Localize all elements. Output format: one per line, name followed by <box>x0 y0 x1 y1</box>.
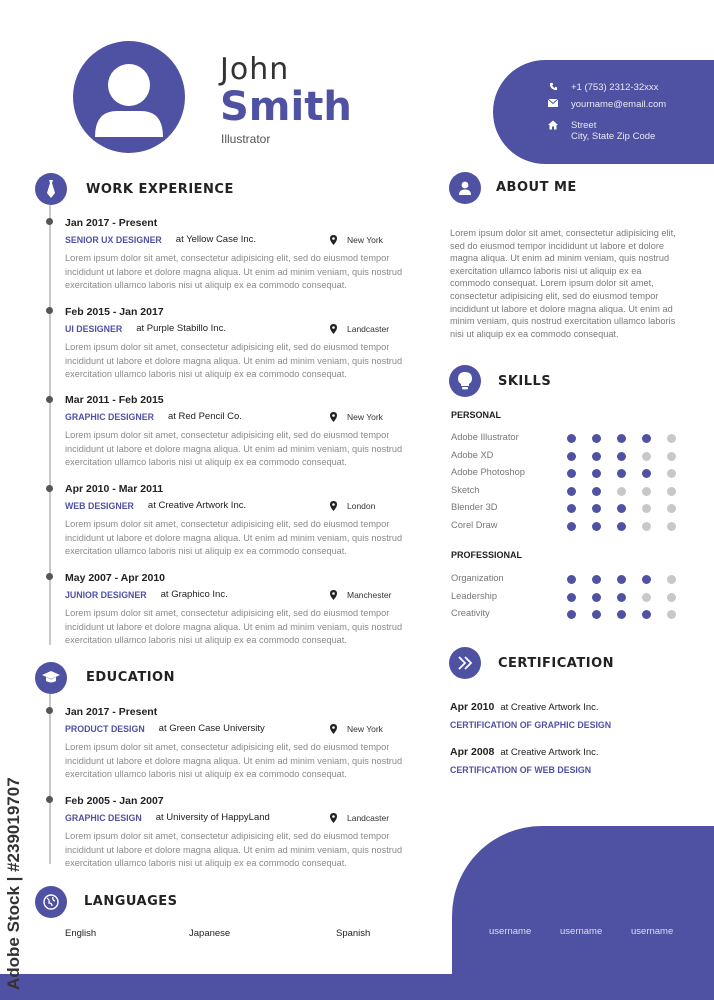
skill-level-dot <box>567 593 576 602</box>
skills-section-icon <box>449 365 481 397</box>
education-entry <box>65 795 410 871</box>
skill-level-dot <box>642 487 651 496</box>
timeline-dot <box>46 396 53 403</box>
education-field: GRAPHIC DESIGN <box>65 812 142 823</box>
work-company: at Purple Stabillo Inc. <box>136 323 226 334</box>
skill-level-dots <box>567 610 676 619</box>
contact-phone[interactable] <box>547 82 658 93</box>
work-description: Lorem ipsum dolor sit amet, consectetur adipisicing elit, sed do eiusmod tempor incididunt ut labore et dolore magna aliqua. Ut enim ad minim veniam, quis nostrud exercitation ullamco laboris nisi ut aliquip ex ea commodo consequat. <box>65 342 403 380</box>
skill-level-dot <box>617 593 626 602</box>
skill-level-dot <box>592 452 601 461</box>
contact-address <box>547 120 655 142</box>
skill-level-dot <box>617 452 626 461</box>
skill-level-dot <box>667 522 676 531</box>
skill-name: Leadership <box>451 590 498 601</box>
education-section-icon <box>35 662 67 694</box>
skill-level-dots <box>567 575 676 584</box>
education-school: at Green Case University <box>158 723 265 734</box>
skill-level-dot <box>617 504 626 513</box>
education-section-title: EDUCATION <box>86 670 175 685</box>
skill-row <box>451 520 681 534</box>
education-description: Lorem ipsum dolor sit amet, consectetur adipisicing elit, sed do eiusmod tempor incididunt ut labore et dolore magna aliqua. Ut enim ad minim veniam, quis nostrud exercitation ullamco laboris nisi ut aliquip ex ea commodo consequat. <box>65 742 403 780</box>
about-section-icon <box>449 172 481 204</box>
work-section-icon <box>35 173 67 205</box>
avatar <box>73 41 185 153</box>
work-company: at Graphico Inc. <box>160 589 228 600</box>
skill-row <box>451 573 681 587</box>
certification-issuer: at Creative Artwork Inc. <box>500 747 599 758</box>
skill-level-dot <box>592 522 601 531</box>
work-description: Lorem ipsum dolor sit amet, consectetur adipisicing elit, sed do eiusmod tempor incididunt ut labore et dolore magna aliqua. Ut enim ad minim veniam, quis nostrud exercitation ullamco laboris nisi ut aliquip ex ea commodo consequat. <box>65 253 403 291</box>
skill-level-dot <box>592 469 601 478</box>
user-icon <box>457 180 473 196</box>
work-company: at Red Pencil Co. <box>167 411 242 422</box>
skill-level-dot <box>567 610 576 619</box>
home-icon <box>547 120 559 130</box>
skill-name: Organization <box>451 573 504 583</box>
last-name: Smith <box>220 84 352 130</box>
double-chevron-icon <box>457 655 473 671</box>
location-pin-icon <box>330 324 337 334</box>
skill-level-dot <box>617 434 626 443</box>
skill-level-dot <box>592 504 601 513</box>
skill-level-dots <box>567 504 676 513</box>
skill-level-dot <box>567 487 576 496</box>
skill-name: Adobe XD <box>451 449 494 460</box>
skill-level-dot <box>642 434 651 443</box>
work-location: Manchester <box>347 589 392 600</box>
skill-level-dot <box>567 452 576 461</box>
work-role: JUNIOR DESIGNER <box>65 589 147 600</box>
skill-name: Corel Draw <box>451 520 498 530</box>
timeline-dot <box>46 218 53 225</box>
social-username[interactable]: username <box>489 926 532 937</box>
skill-level-dots <box>567 469 676 478</box>
skill-row <box>451 432 681 446</box>
timeline-dot <box>46 707 53 714</box>
skills-section-title: SKILLS <box>498 374 552 389</box>
education-field: PRODUCT DESIGN <box>65 723 145 734</box>
globe-icon <box>43 894 59 910</box>
skill-level-dot <box>617 522 626 531</box>
work-role: UI DESIGNER <box>65 323 123 334</box>
work-date: Feb 2015 - Jan 2017 <box>65 306 164 318</box>
skill-row <box>451 450 681 464</box>
timeline-dot <box>46 796 53 803</box>
about-text: Lorem ipsum dolor sit amet, consectetur adipisicing elit, sed do eiusmod tempor incididunt ut labore et dolore magna aliqua. Ut enim ad minim veniam, quis nostrud exercitation ullamco laboris nisi ut aliquip ex ea commodo consequat. Lorem ipsum dolor sit amet, consectetur adipisicing elit, sed do eiusmod tempor incididunt ut labore et dolore magna aliqua. Ut enim ad minim veniam, quis nostrud exercitation ullamco laboris nisi ut aliquip ex ea commodo consequat. <box>450 228 676 339</box>
certification-section-icon <box>449 647 481 679</box>
skill-name: Adobe Photoshop <box>451 467 525 478</box>
location-pin-icon <box>330 412 337 422</box>
skills-personal-title: PERSONAL <box>451 410 502 420</box>
about-section-title: ABOUT ME <box>496 180 577 195</box>
skill-level-dot <box>667 487 676 496</box>
certification-name: CERTIFICATION OF GRAPHIC DESIGN <box>450 720 612 730</box>
education-entry <box>65 706 410 782</box>
skill-level-dots <box>567 434 676 443</box>
languages-section-title: LANGUAGES <box>84 894 178 909</box>
education-location: Landcaster <box>347 812 390 823</box>
education-timeline <box>49 694 51 864</box>
skill-row <box>451 502 681 516</box>
work-description: Lorem ipsum dolor sit amet, consectetur adipisicing elit, sed do eiusmod tempor incididunt ut labore et dolore magna aliqua. Ut enim ad minim veniam, quis nostrud exercitation ullamco laboris nisi ut aliquip ex ea commodo consequat. <box>65 519 403 557</box>
skill-level-dot <box>642 522 651 531</box>
work-date: May 2007 - Apr 2010 <box>65 572 166 584</box>
skill-level-dot <box>642 452 651 461</box>
skill-level-dot <box>667 434 676 443</box>
skill-level-dot <box>642 469 651 478</box>
location-pin-icon <box>330 501 337 511</box>
user-avatar-icon <box>73 41 185 153</box>
work-location: New York <box>347 234 383 245</box>
certification-year: Apr 2008 <box>450 746 495 758</box>
skill-level-dot <box>667 469 676 478</box>
work-entry <box>65 483 410 559</box>
skill-level-dot <box>617 469 626 478</box>
skill-level-dot <box>642 610 651 619</box>
skill-level-dot <box>667 593 676 602</box>
skill-level-dot <box>642 593 651 602</box>
skill-row <box>451 485 681 499</box>
skill-name: Sketch <box>451 484 480 495</box>
graduation-cap-icon <box>42 671 60 685</box>
phone-icon <box>547 82 559 91</box>
skill-name: Creativity <box>451 608 490 619</box>
stock-id-watermark: Adobe Stock | #239019707 <box>4 777 23 990</box>
skill-level-dot <box>617 575 626 584</box>
skill-level-dot <box>667 575 676 584</box>
contact-panel <box>493 60 714 164</box>
skill-level-dot <box>592 434 601 443</box>
skill-level-dot <box>567 469 576 478</box>
work-date: Mar 2011 - Feb 2015 <box>65 394 164 406</box>
certification-issuer: at Creative Artwork Inc. <box>500 702 599 713</box>
certification-entry <box>450 697 611 730</box>
skill-level-dot <box>667 452 676 461</box>
work-entry <box>65 306 410 382</box>
tie-icon <box>45 180 57 198</box>
phone-text: +1 (753) 2312-32xxx <box>571 82 659 93</box>
skills-professional-title: PROFESSIONAL <box>451 550 523 560</box>
location-pin-icon <box>330 235 337 245</box>
timeline-dot <box>46 573 53 580</box>
skill-name: Adobe Illustrator <box>451 432 519 442</box>
education-date: Jan 2017 - Present <box>65 706 158 718</box>
email-icon <box>547 99 559 107</box>
skill-level-dots <box>567 487 676 496</box>
skill-level-dot <box>642 575 651 584</box>
skill-level-dot <box>592 575 601 584</box>
work-entry <box>65 394 410 470</box>
work-location: London <box>347 500 376 511</box>
work-description: Lorem ipsum dolor sit amet, consectetur adipisicing elit, sed do eiusmod tempor incididunt ut labore et dolore magna aliqua. Ut enim ad minim veniam, quis nostrud exercitation ullamco laboris nisi ut aliquip ex ea commodo consequat. <box>65 608 403 646</box>
language-item: Spanish <box>336 928 371 939</box>
skill-row <box>451 591 681 605</box>
education-location: New York <box>347 723 383 734</box>
certification-section-title: CERTIFICATION <box>498 656 614 671</box>
skill-level-dot <box>592 610 601 619</box>
work-location: New York <box>347 411 383 422</box>
social-username[interactable]: username <box>631 926 674 937</box>
work-date: Jan 2017 - Present <box>65 217 158 229</box>
work-location: Landcaster <box>347 323 390 334</box>
location-pin-icon <box>330 724 337 734</box>
work-section-title: WORK EXPERIENCE <box>86 182 234 197</box>
skill-level-dots <box>567 452 676 461</box>
education-description: Lorem ipsum dolor sit amet, consectetur adipisicing elit, sed do eiusmod tempor incididunt ut labore et dolore magna aliqua. Ut enim ad minim veniam, quis nostrud exercitation ullamco laboris nisi ut aliquip ex ea commodo consequat. <box>65 831 403 869</box>
work-entry <box>65 217 410 293</box>
education-school: at University of HappyLand <box>155 812 270 823</box>
email-text: yourname@email.com <box>571 99 667 110</box>
certification-entry <box>450 742 599 775</box>
language-item: Japanese <box>189 928 231 939</box>
skill-level-dot <box>567 522 576 531</box>
skill-level-dot <box>567 504 576 513</box>
job-title: Illustrator <box>221 132 271 146</box>
timeline-dot <box>46 485 53 492</box>
education-date: Feb 2005 - Jan 2007 <box>65 795 164 807</box>
skill-level-dot <box>617 610 626 619</box>
bottom-bar <box>0 974 714 1000</box>
street-text: Street <box>571 120 597 131</box>
lightbulb-icon <box>458 372 472 390</box>
skill-level-dot <box>667 504 676 513</box>
work-date: Apr 2010 - Mar 2011 <box>65 483 164 495</box>
city-text: City, State Zip Code <box>571 131 656 142</box>
skill-level-dots <box>567 593 676 602</box>
certification-year: Apr 2010 <box>450 701 495 713</box>
work-role: SENIOR UX DESIGNER <box>65 234 162 245</box>
skill-level-dot <box>617 487 626 496</box>
first-name: John <box>220 52 290 87</box>
timeline-dot <box>46 307 53 314</box>
work-description: Lorem ipsum dolor sit amet, consectetur adipisicing elit, sed do eiusmod tempor incididunt ut labore et dolore magna aliqua. Ut enim ad minim veniam, quis nostrud exercitation ullamco laboris nisi ut aliquip ex ea commodo consequat. <box>65 430 403 468</box>
skill-level-dot <box>567 434 576 443</box>
work-company: at Creative Artwork Inc. <box>147 500 247 511</box>
work-entry <box>65 572 410 648</box>
skill-level-dot <box>642 504 651 513</box>
work-role: WEB DESIGNER <box>65 500 134 511</box>
skill-level-dot <box>567 575 576 584</box>
skill-row <box>451 608 681 622</box>
skill-row <box>451 467 681 481</box>
location-pin-icon <box>330 813 337 823</box>
skill-level-dots <box>567 522 676 531</box>
skill-level-dot <box>592 593 601 602</box>
work-role: GRAPHIC DESIGNER <box>65 411 154 422</box>
skill-level-dot <box>592 487 601 496</box>
location-pin-icon <box>330 590 337 600</box>
social-username[interactable]: username <box>560 926 603 937</box>
certification-name: CERTIFICATION OF WEB DESIGN <box>450 765 592 775</box>
contact-email[interactable] <box>547 99 666 110</box>
work-company: at Yellow Case Inc. <box>175 234 257 245</box>
skill-name: Blender 3D <box>451 502 498 513</box>
skill-level-dot <box>667 610 676 619</box>
language-item: English <box>65 928 97 939</box>
languages-section-icon <box>35 886 67 918</box>
